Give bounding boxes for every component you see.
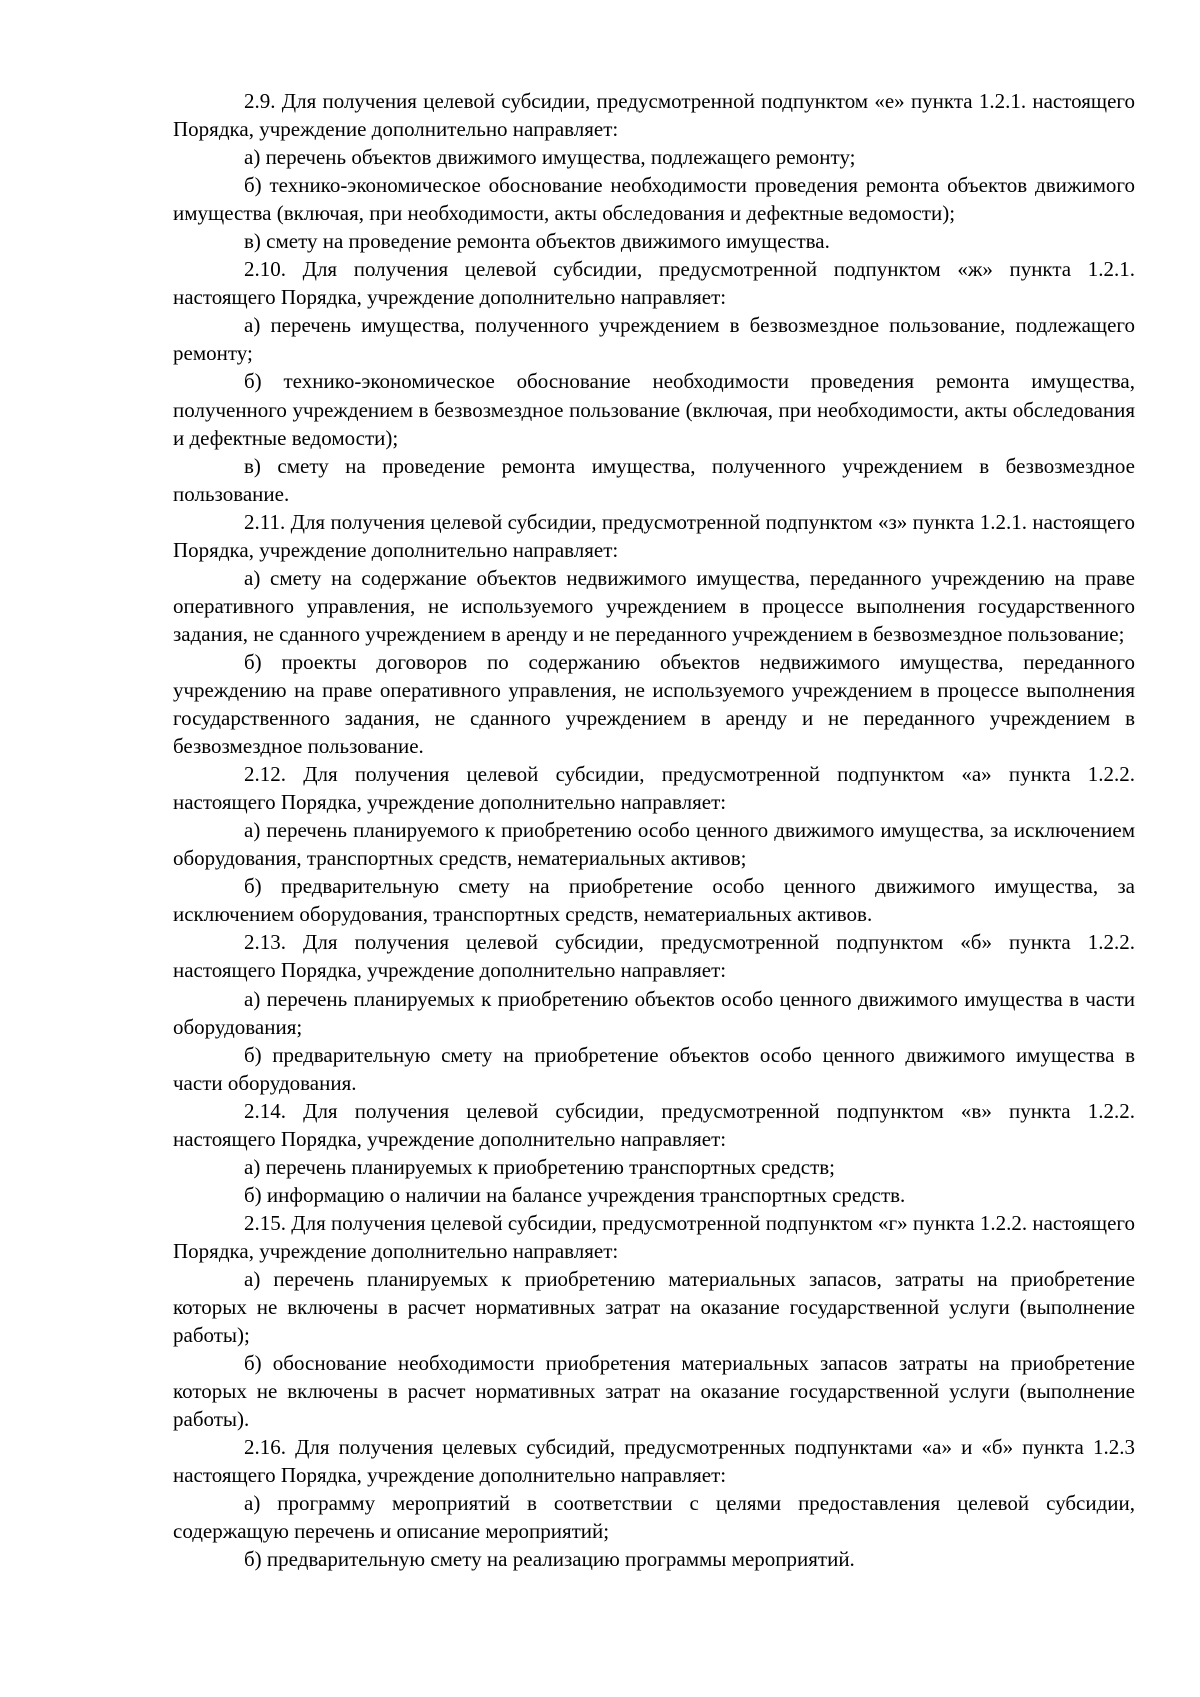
paragraph-2-9: 2.9. Для получения целевой субсидии, предусмотренной подпунктом «е» пункта 1.2.1. настоящего Порядка, учреждение дополнительно направляет:: [173, 89, 1135, 142]
paragraph-2-14-a: а) перечень планируемых к приобретению транспортных средств;: [244, 1154, 835, 1179]
paragraph-2-13: 2.13. Для получения целевой субсидии, предусмотренной подпунктом «б» пункта 1.2.2. настоящего Порядка, учреждение дополнительно направляет:: [173, 930, 1135, 983]
paragraph-2-11: 2.11. Для получения целевой субсидии, предусмотренной подпунктом «з» пункта 1.2.1. настоящего Порядка, учреждение дополнительно направляет:: [173, 509, 1135, 562]
paragraph-2-9-a: а) перечень объектов движимого имущества, подлежащего ремонту;: [244, 145, 856, 170]
paragraph-2-14: 2.14. Для получения целевой субсидии, предусмотренной подпунктом «в» пункта 1.2.2. настоящего Порядка, учреждение дополнительно направляет:: [173, 1098, 1135, 1151]
paragraph-2-11-a: а) смету на содержание объектов недвижимого имущества, переданного учреждению на праве оперативного управления, не используемого учреждением в процессе выполнения государственного задания, не сданного учреждением в аренду и не переданного учреждением в безвозмездное пользование;: [173, 565, 1135, 646]
document-page: [173, 87, 1135, 1573]
paragraph-2-14-b: б) информацию о наличии на балансе учреждения транспортных средств.: [244, 1182, 906, 1207]
paragraph-2-15: 2.15. Для получения целевой субсидии, предусмотренной подпунктом «г» пункта 1.2.2. настоящего Порядка, учреждение дополнительно направляет:: [173, 1210, 1135, 1263]
paragraph-2-12: 2.12. Для получения целевой субсидии, предусмотренной подпунктом «а» пункта 1.2.2. настоящего Порядка, учреждение дополнительно направляет:: [173, 762, 1135, 815]
paragraph-2-12-b: б) предварительную смету на приобретение особо ценного движимого имущества, за исключением оборудования, транспортных средств, нематериальных активов.: [173, 874, 1135, 927]
paragraph-2-10: 2.10. Для получения целевой субсидии, предусмотренной подпунктом «ж» пункта 1.2.1. настоящего Порядка, учреждение дополнительно направляет:: [173, 257, 1135, 310]
paragraph-2-11-b: б) проекты договоров по содержанию объектов недвижимого имущества, переданного учреждению на праве оперативного управления, не используемого учреждением в процессе выполнения государственного задания, не сданного учреждением в аренду и не переданного учреждением в безвозмездное пользование.: [173, 649, 1135, 759]
paragraph-2-10-v: в) смету на проведение ремонта имущества, полученного учреждением в безвозмездное пользование.: [173, 453, 1135, 506]
paragraph-2-9-b: б) технико-экономическое обоснование необходимости проведения ремонта объектов движимого имущества (включая, при необходимости, акты обследования и дефектные ведомости);: [173, 173, 1135, 226]
paragraph-2-15-a: а) перечень планируемых к приобретению материальных запасов, затраты на приобретение которых не включены в расчет нормативных затрат на оказание государственной услуги (выполнение работы);: [173, 1266, 1135, 1348]
paragraph-2-12-a: а) перечень планируемого к приобретению особо ценного движимого имущества, за исключением оборудования, транспортных средств, нематериальных активов;: [173, 818, 1135, 871]
paragraph-2-16-a: а) программу мероприятий в соответствии с целями предоставления целевой субсидии, содержащую перечень и описание мероприятий;: [173, 1491, 1135, 1544]
paragraph-2-10-a: а) перечень имущества, полученного учреждением в безвозмездное пользование, подлежащего ремонту;: [173, 313, 1135, 366]
paragraph-2-13-b: б) предварительную смету на приобретение объектов особо ценного движимого имущества в части оборудования.: [173, 1042, 1135, 1095]
paragraph-2-9-v: в) смету на проведение ремонта объектов движимого имущества.: [244, 229, 830, 254]
paragraph-2-16-b: б) предварительную смету на реализацию программы мероприятий.: [244, 1547, 855, 1572]
paragraph-2-13-a: а) перечень планируемых к приобретению объектов особо ценного движимого имущества в части оборудования;: [173, 986, 1135, 1039]
paragraph-2-16: 2.16. Для получения целевых субсидий, предусмотренных подпунктами «а» и «б» пункта 1.2.3 настоящего Порядка, учреждение дополнительно направляет:: [173, 1435, 1135, 1488]
paragraph-2-15-b: б) обоснование необходимости приобретения материальных запасов затраты на приобретение которых не включены в расчет нормативных затрат на оказание государственной услуги (выполнение работы).: [173, 1351, 1135, 1432]
paragraph-2-10-b: б) технико-экономическое обоснование необходимости проведения ремонта имущества, полученного учреждением в безвозмездное пользование (включая, при необходимости, акты обследования и дефектные ведомости);: [173, 369, 1135, 450]
